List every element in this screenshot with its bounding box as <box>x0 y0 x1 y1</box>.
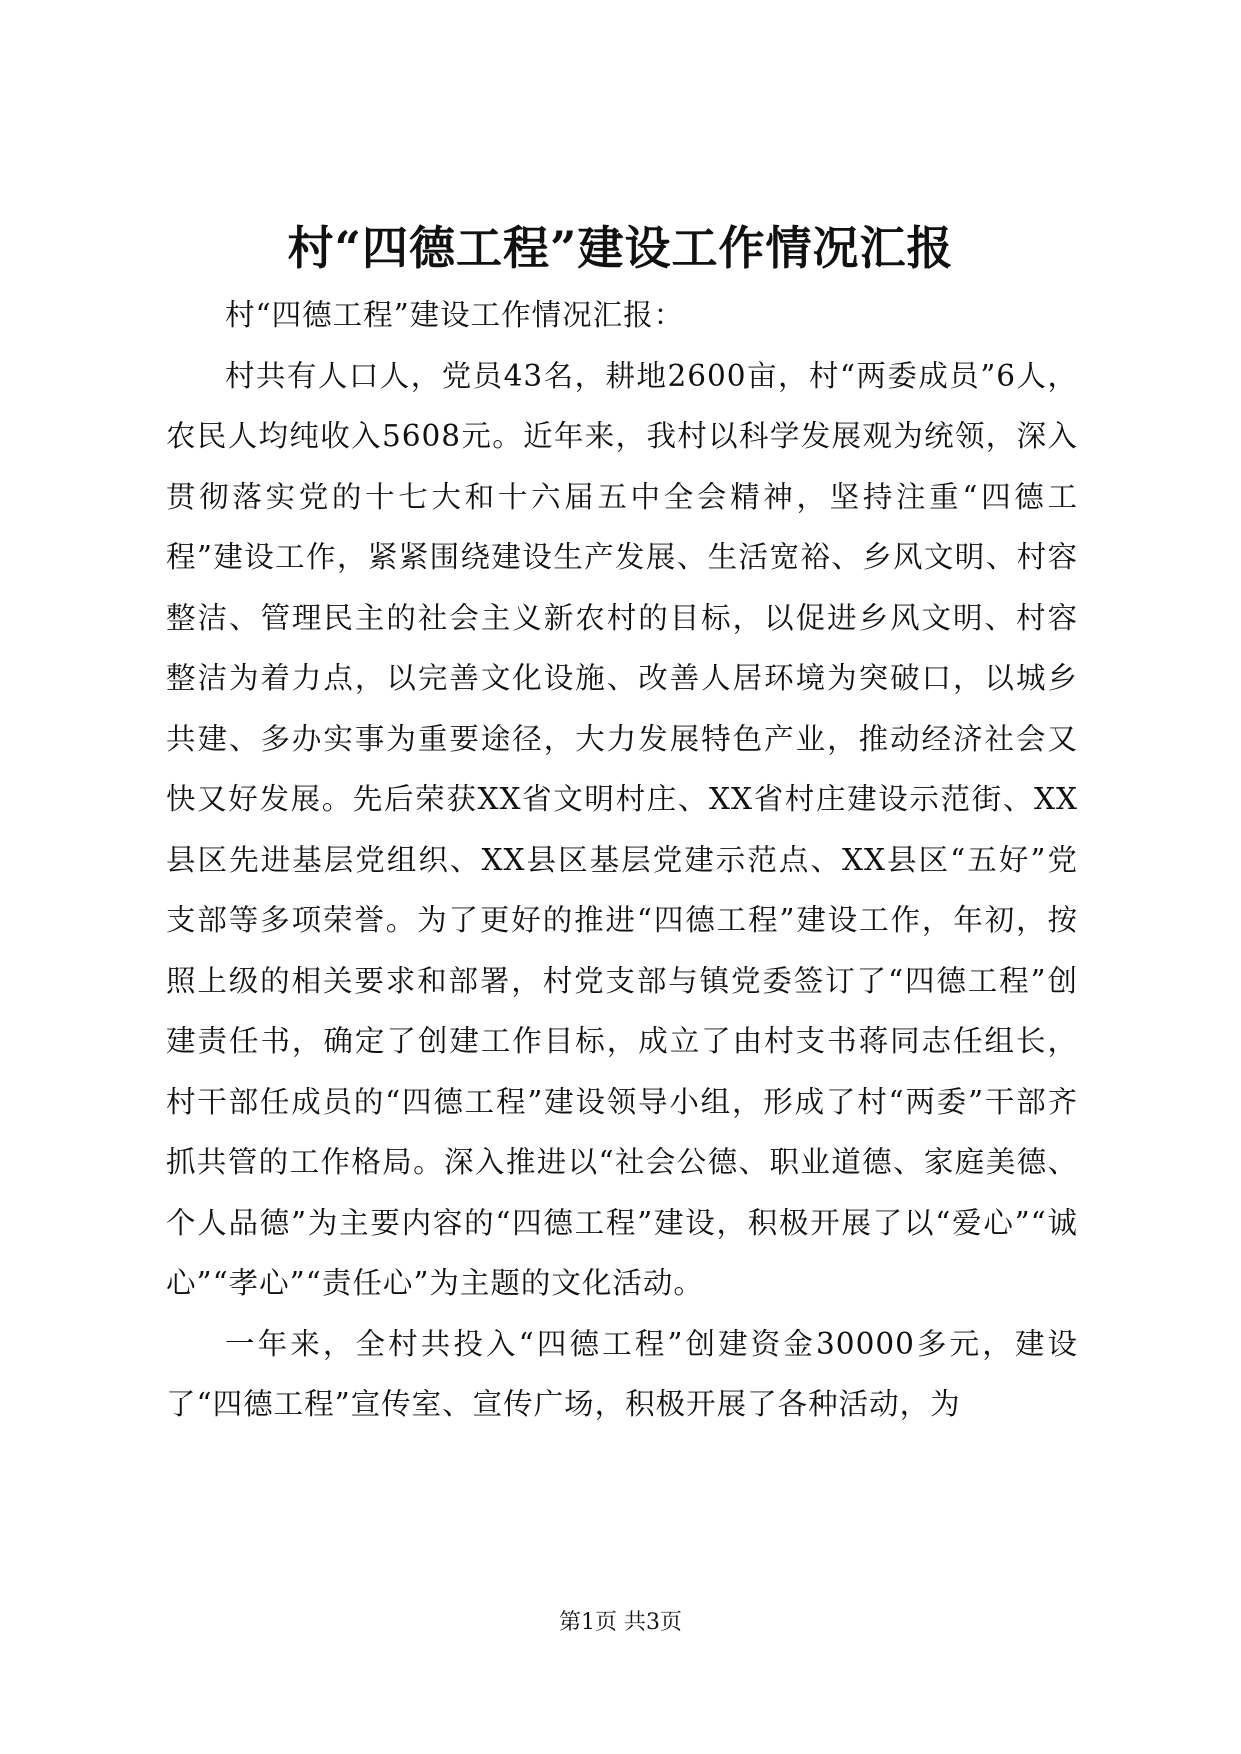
document-body <box>166 285 1078 1435</box>
paragraph-salutation: 村“四德工程”建设工作情况汇报： <box>225 298 685 332</box>
paragraph-funding: 一年来，全村共投入“四德工程”创建资金30000多元，建设了“四德工程”宣传室、宣传广场，积极开展了各种活动，为 <box>166 1326 1078 1421</box>
page-number-footer: 第1页 共3页 <box>559 1610 682 1635</box>
paragraph-main: 村共有人口人，党员43名，耕地2600亩，村“两委成员”6人，农民人均纯收入5608元。近年来，我村以科学发展观为统领，深入贯彻落实党的十七大和十六届五中全会精神，坚持注重“四德工程”建设工作，紧紧围绕建设生产发展、生活宽裕、乡风文明、村容整洁、管理民主的社会主义新农村的目标，以促进乡风文明、村容整洁为着力点，以完善文化设施、改善人居环境为突破口，以城乡共建、多办实事为重要途径，大力发展特色产业，推动经济社会又快又好发展。先后荣获XX省文明村庄、XX省村庄建设示范街、XX县区先进基层党组织、XX县区基层党建示范点、XX县区“五好”党支部等多项荣誉。为了更好的推进“四德工程”建设工作，年初，按照上级的相关要求和部署，村党支部与镇党委签订了“四德工程”创建责任书，确定了创建工作目标，成立了由村支书蒋同志任组长，村干部任成员的“四德工程”建设领导小组，形成了村“两委”干部齐抓共管的工作格局。深入推进以“社会公德、职业道德、家庭美德、个人品德”为主要内容的“四德工程”建设，积极开展了以“爱心”“诚心”“孝心”“责任心”为主题的文化活动。 <box>166 358 1078 1300</box>
document-title: 村“四德工程”建设工作情况汇报 <box>287 221 954 275</box>
